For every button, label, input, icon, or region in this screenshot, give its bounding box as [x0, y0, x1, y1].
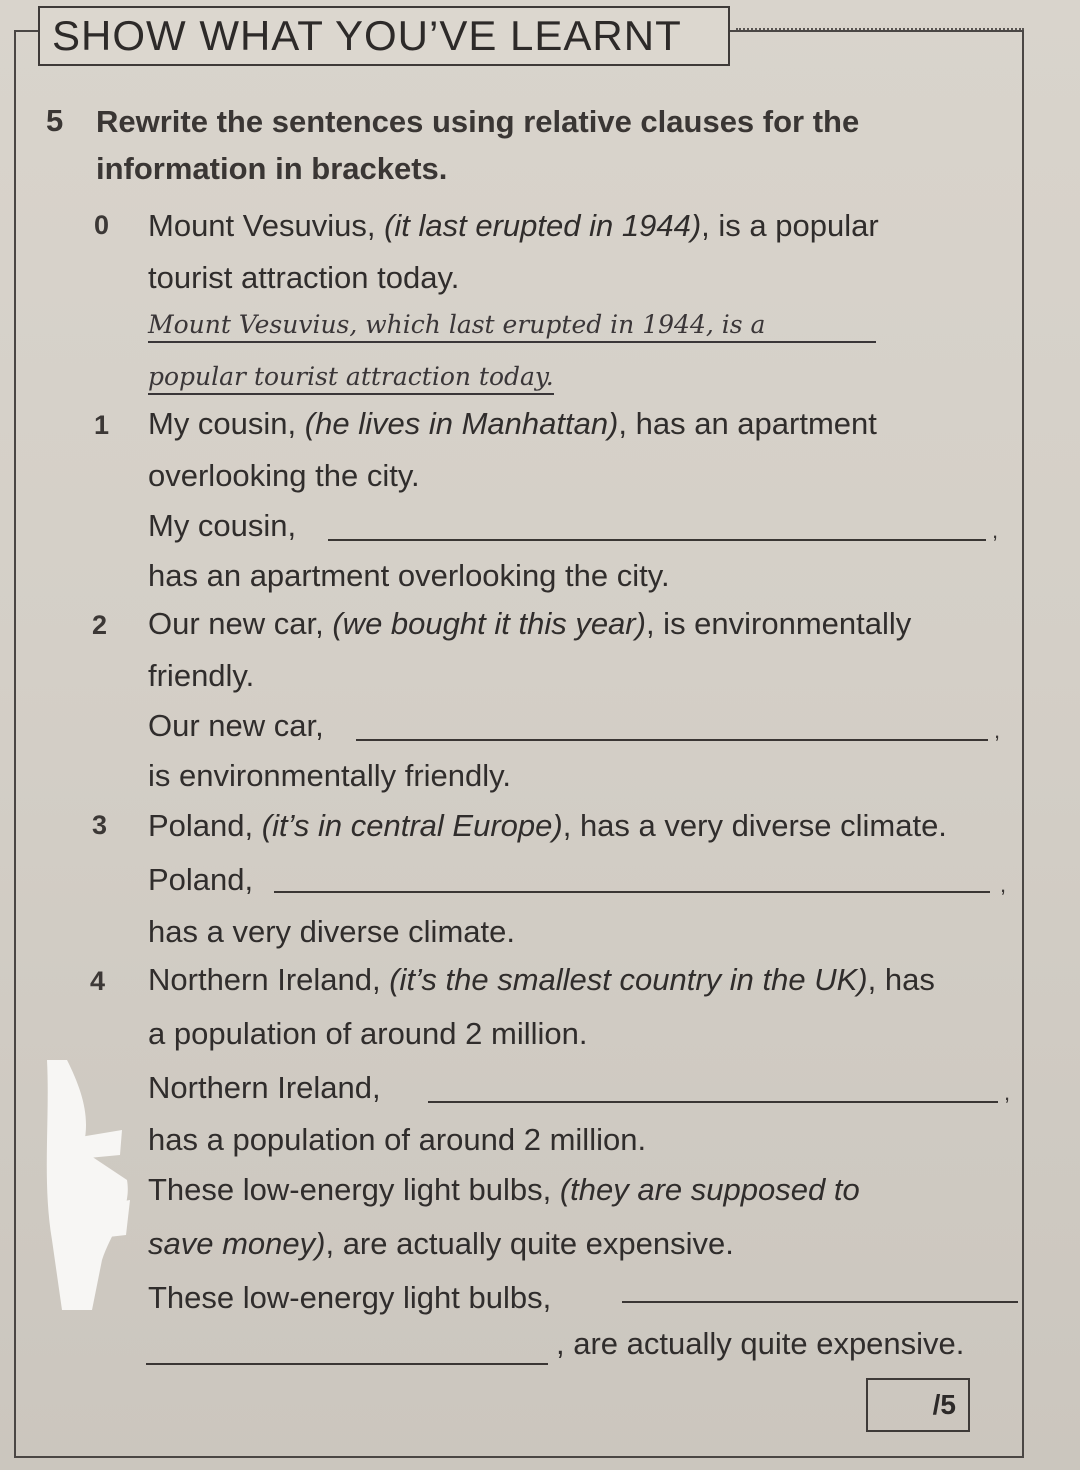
sentence-text: Our new car, [148, 606, 333, 641]
exercise-instruction [96, 98, 976, 192]
answer-blank[interactable] [274, 891, 990, 893]
answer-prompt: Our new car, [148, 708, 324, 743]
sentence-text: Mount Vesuvius, [148, 208, 385, 243]
answer-prompt: These low-energy light bulbs, [148, 1280, 552, 1315]
item-sentence-line: a population of around 2 million. [148, 1016, 588, 1051]
item-sentence-line [148, 206, 879, 246]
answer-blank[interactable] [146, 1363, 548, 1365]
item-sentence-line [148, 604, 911, 644]
item-number: 0 [94, 210, 110, 240]
item-number: 3 [92, 810, 108, 840]
handwritten-answer-line-2: popular tourist attraction today. [148, 362, 554, 395]
bracket-info: (he lives in Manhattan) [304, 406, 619, 441]
answer-continuation: has an apartment overlooking the city. [148, 558, 670, 593]
blank-comma: , [992, 518, 999, 543]
answer-blank[interactable] [328, 539, 986, 541]
sentence-text: These low-energy light bulbs, [148, 1172, 560, 1207]
sentence-text: My cousin, [148, 406, 305, 441]
blank-comma: , [1004, 1080, 1011, 1105]
bracket-info: (it’s in central Europe) [261, 808, 563, 843]
answer-prompt: My cousin, [148, 508, 297, 543]
sentence-text: , are actually quite expensive. [325, 1226, 734, 1261]
sentence-text: , has an apartment [618, 406, 877, 441]
sentence-text: , is a popular [701, 208, 879, 243]
bracket-info: save money) [148, 1226, 326, 1261]
section-title: SHOW WHAT YOU’VE LEARNT [38, 6, 730, 66]
score-box: /5 [866, 1378, 970, 1432]
blank-comma: , [1000, 872, 1007, 897]
item-number: 1 [94, 410, 110, 440]
item-sentence-line: tourist attraction today. [148, 260, 460, 295]
answer-blank[interactable] [622, 1301, 1018, 1303]
bracket-info: (it’s the smallest country in the UK) [389, 962, 868, 997]
bracket-info: (they are supposed to [559, 1172, 860, 1207]
sentence-text: , is environmentally [645, 606, 912, 641]
handwritten-answer-line-1: Mount Vesuvius, which last erupted in 1944, is a [148, 310, 876, 343]
frame-dotted-edge [736, 28, 1024, 30]
blank-comma: , [994, 718, 1001, 743]
item-sentence-line [148, 1224, 734, 1264]
answer-continuation: , are actually quite expensive. [556, 1326, 965, 1361]
answer-prompt: Northern Ireland, [148, 1070, 381, 1105]
sentence-text: , has [867, 962, 935, 997]
sentence-text: Northern Ireland, [148, 962, 390, 997]
answer-blank[interactable] [356, 739, 988, 741]
item-number: 4 [90, 966, 106, 996]
item-sentence-line [148, 806, 947, 846]
instruction-line-1: Rewrite the sentences using relative clauses for the [96, 104, 860, 139]
item-sentence-line: friendly. [148, 658, 255, 693]
sentence-text: Poland, [148, 808, 262, 843]
item-number: 2 [92, 610, 108, 640]
instruction-line-2: information in brackets. [96, 151, 448, 186]
item-sentence-line [148, 404, 877, 444]
answer-continuation: has a very diverse climate. [148, 914, 515, 949]
item-sentence-line [148, 1170, 860, 1210]
bracket-info: (we bought it this year) [332, 606, 646, 641]
answer-prompt: Poland, [148, 862, 254, 897]
bracket-info: (it last erupted in 1944) [384, 208, 702, 243]
sentence-text: , has a very diverse climate. [562, 808, 947, 843]
white-redaction-mark [22, 1060, 132, 1320]
answer-continuation: is environmentally friendly. [148, 758, 511, 793]
item-sentence-line: overlooking the city. [148, 458, 420, 493]
item-sentence-line [148, 960, 935, 1000]
exercise-number: 5 [46, 103, 64, 138]
answer-blank[interactable] [428, 1101, 998, 1103]
answer-continuation: has a population of around 2 million. [148, 1122, 647, 1157]
